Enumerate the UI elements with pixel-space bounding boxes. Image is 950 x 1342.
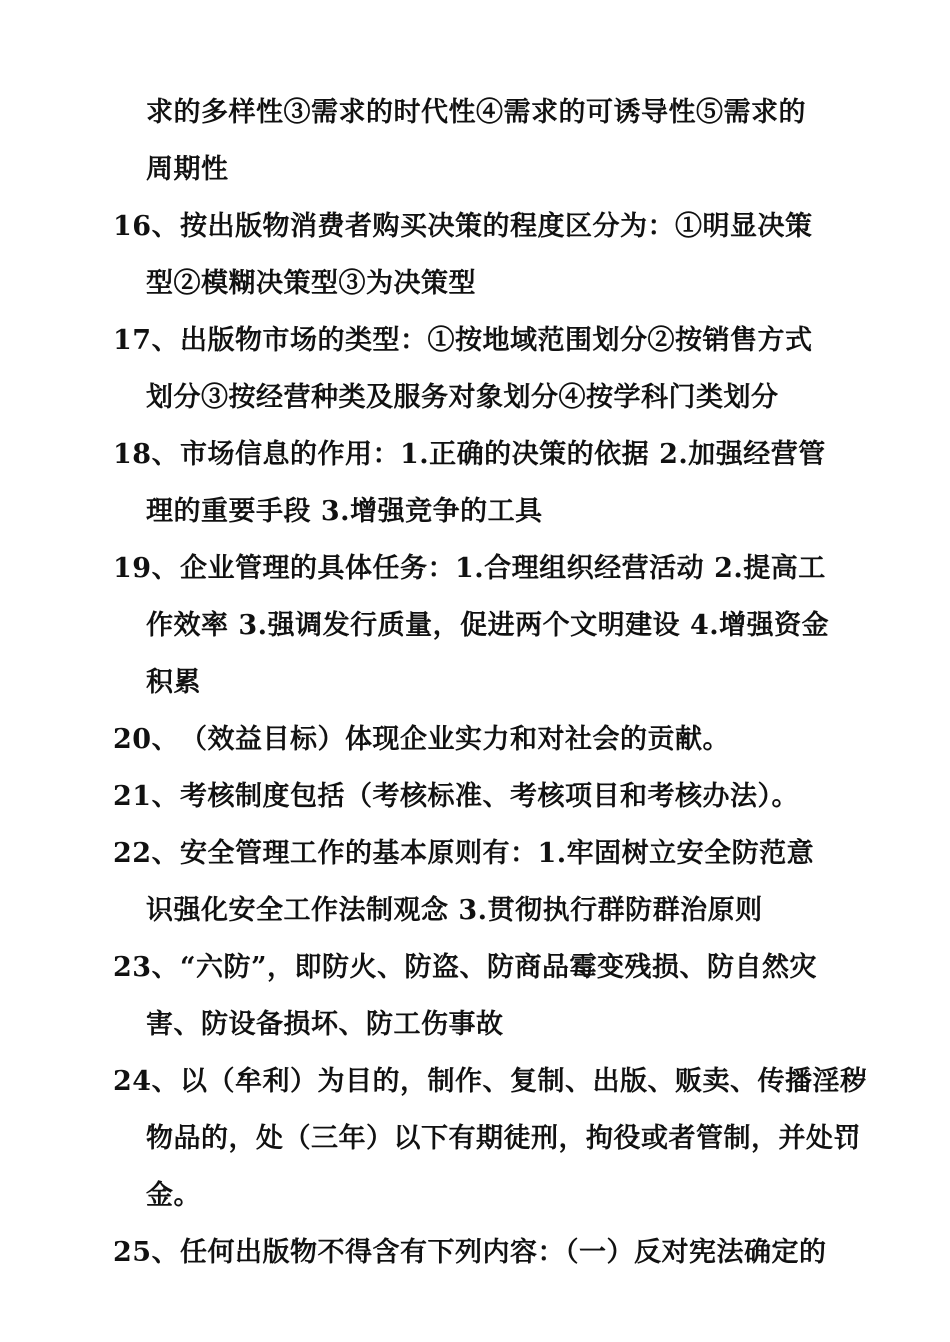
- line-text: 考核制度包括（考核标准、考核项目和考核办法）。: [180, 781, 799, 812]
- item-number: 19、: [113, 553, 180, 584]
- line-text: 以（牟利）为目的，制作、复制、出版、贩卖、传播淫秽: [180, 1066, 868, 1097]
- item-number: 23、: [113, 952, 180, 983]
- line-text: 型②模糊决策型③为决策型: [146, 268, 476, 299]
- line-text: 周期性: [146, 154, 229, 185]
- line-text: 积累: [146, 667, 201, 698]
- item-number: 17、: [113, 325, 180, 356]
- line-text: （效益目标）体现企业实力和对社会的贡献。: [180, 724, 730, 755]
- item-number: 20、: [113, 724, 180, 755]
- line-text: 任何出版物不得含有下列内容：（一）反对宪法确定的: [180, 1237, 827, 1268]
- line-text: 识强化安全工作法制观念 3.贯彻执行群防群治原则: [146, 895, 763, 926]
- line-text: 划分③按经营种类及服务对象划分④按学科门类划分: [146, 382, 779, 413]
- item-number: 25、: [113, 1237, 180, 1268]
- item-number: 18、: [113, 439, 180, 470]
- item-number: 21、: [113, 781, 180, 812]
- item-number: 22、: [113, 838, 180, 869]
- line-text: 物品的，处（三年）以下有期徒刑，拘役或者管制，并处罚: [146, 1123, 861, 1154]
- item-number: 16、: [113, 211, 180, 242]
- line-text: 金。: [146, 1180, 201, 1211]
- line-text: 按出版物消费者购买决策的程度区分为：①明显决策: [180, 211, 813, 242]
- line-text: 理的重要手段 3.增强竞争的工具: [146, 496, 543, 527]
- line-text: 作效率 3.强调发行质量，促进两个文明建设 4.增强资金: [146, 610, 830, 641]
- item-number: 24、: [113, 1066, 180, 1097]
- line-text: 企业管理的具体任务：1.合理组织经营活动 2.提高工: [180, 553, 826, 584]
- line-text: 出版物市场的类型：①按地域范围划分②按销售方式: [180, 325, 813, 356]
- line-text: “六防”，即防火、防盗、防商品霉变残损、防自然灾: [180, 952, 818, 983]
- line-text: 求的多样性③需求的时代性④需求的可诱导性⑤需求的: [146, 97, 806, 128]
- line-text: 市场信息的作用：1.正确的决策的依据 2.加强经营管: [180, 439, 826, 470]
- line-text: 安全管理工作的基本原则有：1.牢固树立安全防范意: [180, 838, 815, 869]
- line-text: 害、防设备损坏、防工伤事故: [146, 1009, 504, 1040]
